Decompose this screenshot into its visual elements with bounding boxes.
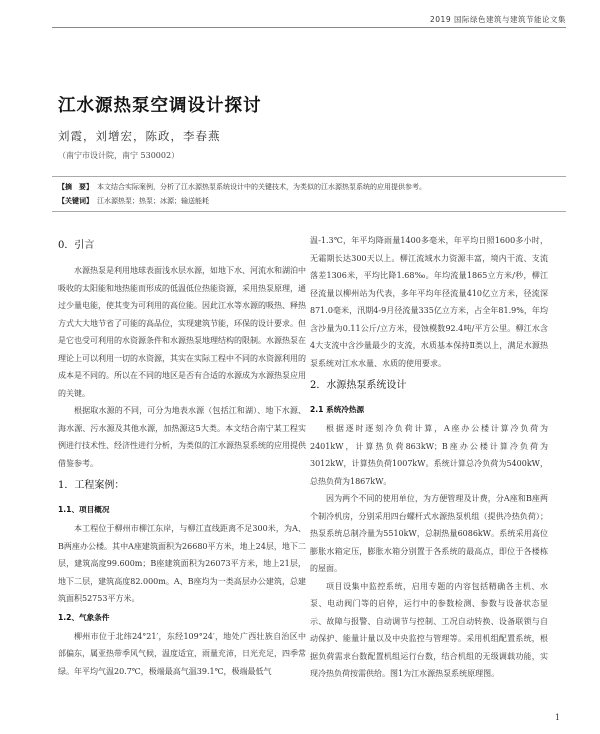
subsection-heading-1-1: 1.1、项目概况 <box>58 505 110 514</box>
abstract-text: 本文结合实际案例，分析了江水源热泵系统设计中的关键技术，为类似的江水源热泵系统的应用提供参考。 <box>97 183 426 191</box>
keywords-text: 江水源热泵；热泵；冰源；输送能耗 <box>97 197 209 205</box>
running-header: 2019 国际绿色建筑与建筑节能论文集 <box>430 15 566 24</box>
affiliation: （南宁市设计院，南宁 530002） <box>58 151 180 160</box>
header-rule <box>52 27 566 28</box>
subsection-heading-1-2: 1.2、气象条件 <box>58 612 110 622</box>
left-column <box>58 232 306 680</box>
climate-paragraph-continued: 温-1.3℃，年平均降雨量1400多毫米，年平均日照1600多小时，无霜期长达300天以上。柳江流域水力资源丰富，境内干流、支流落差1306米，平均比降1.68‰。年均流量1865立方米/秒，柳江径流量以柳州站为代表，多年平均年径流量410亿立方米，径流深871.0毫米，汛期4-9月径流量335亿立方米，占全年81.9%，年均含沙量为0.11公斤/立方米，侵蚀模数92.4吨/平方公里。柳江水含4大支流中含沙量最少的支流，水质基本保持Ⅱ类以上，满足水源热泵系统对江水水量、水质的使用要求。 <box>310 236 548 368</box>
section-heading-1: 1．工程案例： <box>58 480 125 491</box>
intro-paragraph-1: 水源热泵是利用地球表面浅水层水源，如地下水、河流水和湖泊中吸收的太阳能和地热能而形成的低温低位热能资源，采用热泵原理，通过少量电能，使其变为可利用的高位能。因此江水等水源的吸热、释热方式大大地节省了可能的高品位，实现建筑节能，环保的设计要求。但是它也受可利用的水资源条件和水源热泵地理结构的限制。水源热泵在理论上可以利用一切的水资源，其实在实际工程中不同的水资源利用的成本是不同的。所以在不同的地区是否有合适的水源成为水源热泵应用的关键。 <box>58 266 306 398</box>
right-column <box>310 232 548 683</box>
abstract-line <box>58 180 560 194</box>
abstract-box <box>52 176 566 212</box>
abstract-label: 【摘 要】 <box>58 182 93 191</box>
project-overview-paragraph: 本工程位于柳州市柳江东岸，与柳江直线距离不足300米，为A、B两座办公楼。其中A座建筑面积为26680平方米，地上24层，地下二层，建筑高度99.600m；B座建筑面积为26073平方米，地上21层，地下二层，建筑高度82.000m。A、B座均为一类高层办公建筑，总建筑面积52753平方米。 <box>58 524 306 603</box>
authors: 刘霞，刘增宏，陈政，李春燕 <box>58 129 221 143</box>
subsection-heading-2-1: 2.1 系统冷热源 <box>310 405 365 414</box>
keywords-line <box>58 194 560 208</box>
section-heading-intro: 0．引言 <box>58 240 95 251</box>
paper-title: 江水源热泵空调设计探讨 <box>58 96 262 116</box>
control-paragraph: 项目设集中监控系统，启用专题的内容包括精确各主机、水泵、电动阀门等的启停，运行中的参数检测、参数与设备状态显示、故障与报警、自动调节与控制、工况自动转换、设备联锁与自动保护、能量计量以及中央监控与管理等。采用机组配置系统，根据负荷需求台数配置机组运行台数，结合机组的无级调载功能，实现冷热负荷按需供给。图1为江水源热泵系统原理图。 <box>310 581 548 678</box>
page-number: 1 <box>554 713 560 722</box>
climate-paragraph: 柳州市位于北纬24°21′，东经109°24′，地处广西壮族自治区中部偏东，属亚热带季风气候，温度适宜，雨量充沛，日光充足，四季常绿。年平均气温20.7℃，极端最高气温39.1℃，极端最低气 <box>58 631 306 676</box>
section-heading-2: 2．水源热泵系统设计 <box>310 380 407 391</box>
keywords-label: 【关键词】 <box>58 196 93 205</box>
loads-paragraph: 根据逐时逐刻冷负荷计算，A座办公楼计算冷负荷为2401kW，计算热负荷863kW；B座办公楼计算冷负荷为3012kW，计算热负荷1007kW。系统计算总冷负荷为5400kW，总热负荷为1867kW。 <box>310 424 548 486</box>
plant-paragraph: 因为两个不同的使用单位，为方便管理及计费，分A座和B座两个制冷机房，分别采用四台螺杆式水源热泵机组（提供冷热负荷）；热泵系统总制冷量为5510kW，总制热量6086kW。系统采用高位膨胀水箱定压，膨胀水箱分别置于各系统的最高点，即位于各楼栋的屋面。 <box>310 494 548 573</box>
intro-paragraph-2: 根据取水源的不同，可分为地表水源（包括江和湖）、地下水源、海水源、污水源及其他水源，加热源这5大类。本文结合南宁某工程实例进行技术性、经济性进行分析，为类似的江水源热泵系统的应用提供借鉴参考。 <box>58 406 306 468</box>
